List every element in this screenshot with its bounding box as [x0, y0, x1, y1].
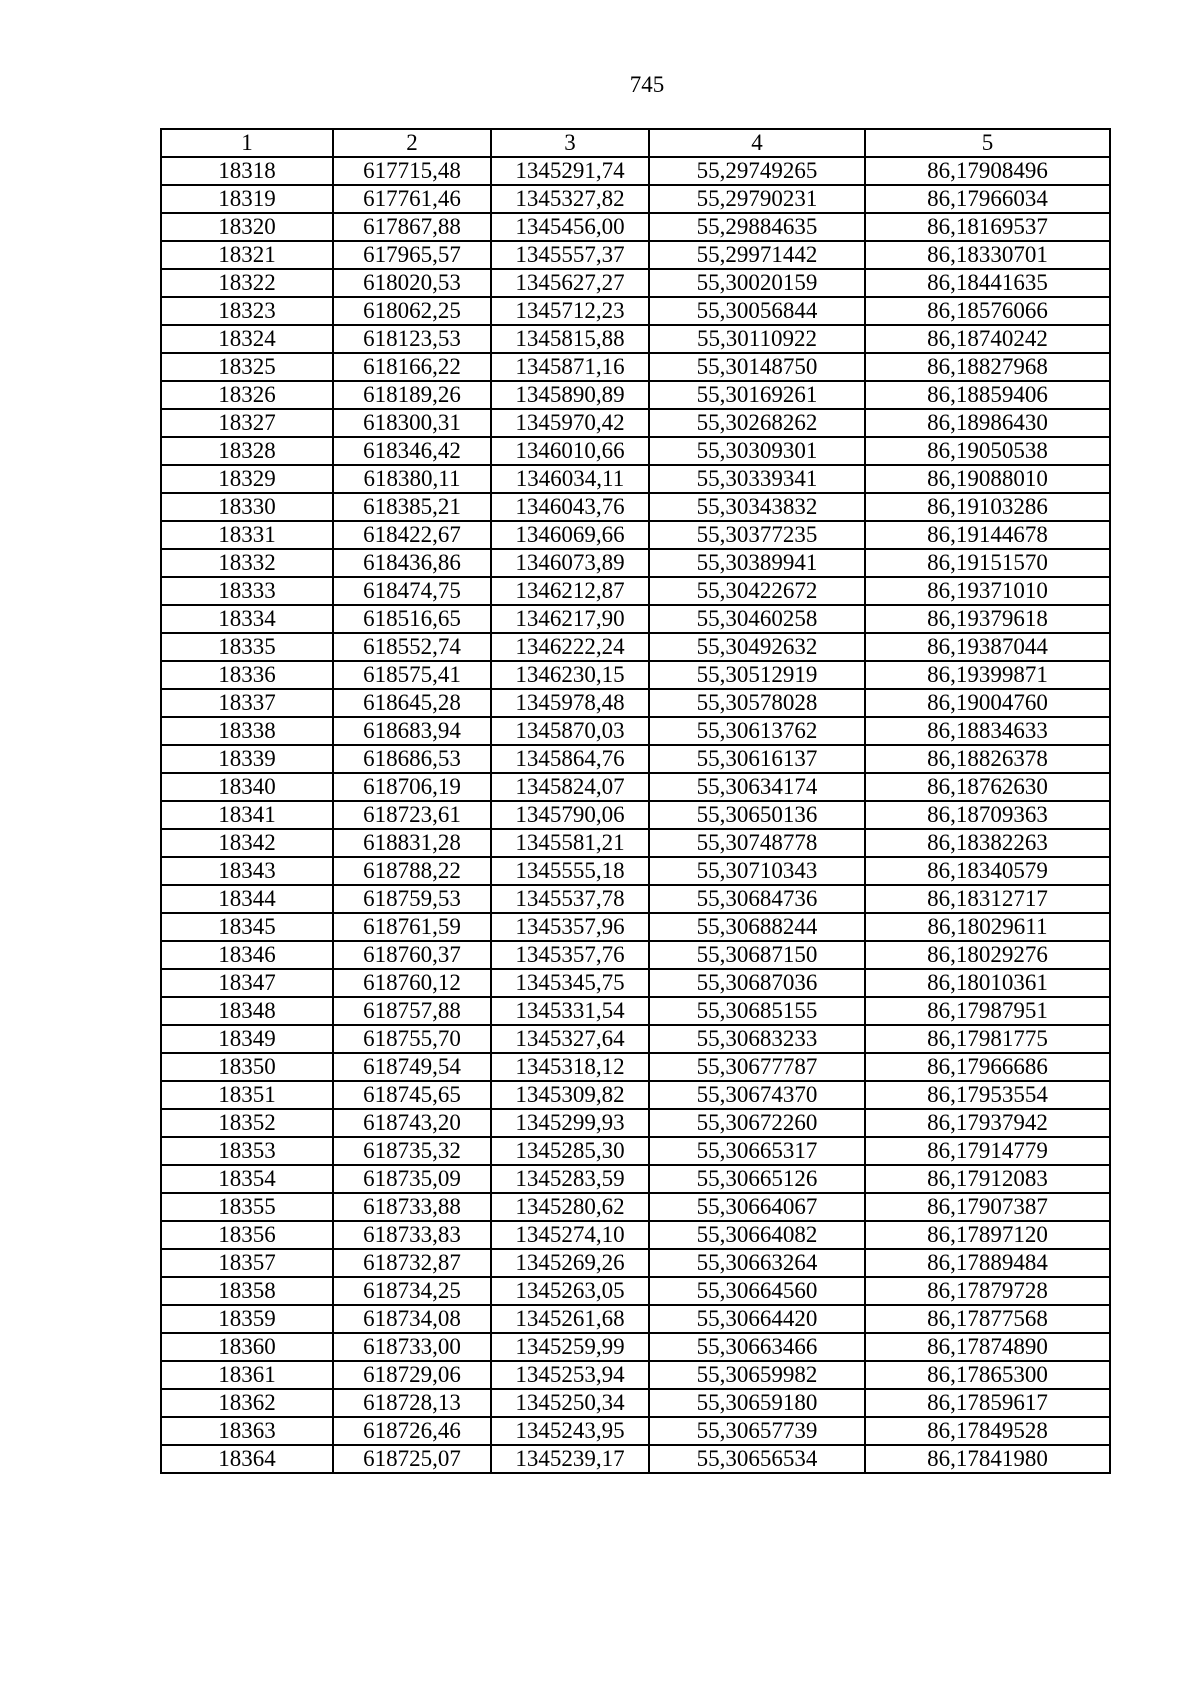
point-number-cell: 18341 [161, 801, 333, 829]
table-row [161, 745, 1110, 773]
table-row [161, 353, 1110, 381]
latitude-cell: 55,30665317 [649, 1137, 865, 1165]
column-header: 3 [491, 129, 649, 157]
latitude-cell: 55,30663466 [649, 1333, 865, 1361]
longitude-cell: 86,19387044 [865, 633, 1110, 661]
longitude-cell: 86,19144678 [865, 521, 1110, 549]
y-coordinate-cell: 1345978,48 [491, 689, 649, 717]
y-coordinate-cell: 1345253,94 [491, 1361, 649, 1389]
x-coordinate-cell: 618686,53 [333, 745, 491, 773]
longitude-cell: 86,17879728 [865, 1277, 1110, 1305]
point-number-cell: 18351 [161, 1081, 333, 1109]
y-coordinate-cell: 1345581,21 [491, 829, 649, 857]
y-coordinate-cell: 1346222,24 [491, 633, 649, 661]
x-coordinate-cell: 618552,74 [333, 633, 491, 661]
table-row [161, 773, 1110, 801]
x-coordinate-cell: 618735,09 [333, 1165, 491, 1193]
latitude-cell: 55,30664560 [649, 1277, 865, 1305]
latitude-cell: 55,30613762 [649, 717, 865, 745]
y-coordinate-cell: 1345285,30 [491, 1137, 649, 1165]
latitude-cell: 55,29790231 [649, 185, 865, 213]
point-number-cell: 18359 [161, 1305, 333, 1333]
column-header: 5 [865, 129, 1110, 157]
y-coordinate-cell: 1345557,37 [491, 241, 649, 269]
table-row [161, 1221, 1110, 1249]
point-number-cell: 18348 [161, 997, 333, 1025]
point-number-cell: 18344 [161, 885, 333, 913]
x-coordinate-cell: 618346,42 [333, 437, 491, 465]
column-header: 1 [161, 129, 333, 157]
x-coordinate-cell: 618831,28 [333, 829, 491, 857]
y-coordinate-cell: 1345250,34 [491, 1389, 649, 1417]
longitude-cell: 86,19399871 [865, 661, 1110, 689]
table-row [161, 605, 1110, 633]
longitude-cell: 86,19103286 [865, 493, 1110, 521]
point-number-cell: 18335 [161, 633, 333, 661]
point-number-cell: 18336 [161, 661, 333, 689]
latitude-cell: 55,30710343 [649, 857, 865, 885]
x-coordinate-cell: 618645,28 [333, 689, 491, 717]
y-coordinate-cell: 1345555,18 [491, 857, 649, 885]
latitude-cell: 55,30634174 [649, 773, 865, 801]
longitude-cell: 86,17877568 [865, 1305, 1110, 1333]
x-coordinate-cell: 618732,87 [333, 1249, 491, 1277]
point-number-cell: 18328 [161, 437, 333, 465]
longitude-cell: 86,18576066 [865, 297, 1110, 325]
table-row [161, 1081, 1110, 1109]
latitude-cell: 55,30659180 [649, 1389, 865, 1417]
table-row [161, 157, 1110, 185]
y-coordinate-cell: 1345970,42 [491, 409, 649, 437]
y-coordinate-cell: 1345327,82 [491, 185, 649, 213]
y-coordinate-cell: 1345263,05 [491, 1277, 649, 1305]
y-coordinate-cell: 1346073,89 [491, 549, 649, 577]
point-number-cell: 18340 [161, 773, 333, 801]
point-number-cell: 18325 [161, 353, 333, 381]
latitude-cell: 55,30664067 [649, 1193, 865, 1221]
latitude-cell: 55,30677787 [649, 1053, 865, 1081]
table-row [161, 1193, 1110, 1221]
page-number: 745 [629, 72, 665, 97]
point-number-cell: 18353 [161, 1137, 333, 1165]
y-coordinate-cell: 1345309,82 [491, 1081, 649, 1109]
longitude-cell: 86,18740242 [865, 325, 1110, 353]
y-coordinate-cell: 1345456,00 [491, 213, 649, 241]
table-body [161, 157, 1110, 1473]
longitude-cell: 86,17914779 [865, 1137, 1110, 1165]
table-row [161, 1277, 1110, 1305]
y-coordinate-cell: 1345291,74 [491, 157, 649, 185]
x-coordinate-cell: 618436,86 [333, 549, 491, 577]
latitude-cell: 55,30672260 [649, 1109, 865, 1137]
longitude-cell: 86,17987951 [865, 997, 1110, 1025]
latitude-cell: 55,30020159 [649, 269, 865, 297]
table-row [161, 297, 1110, 325]
y-coordinate-cell: 1345331,54 [491, 997, 649, 1025]
latitude-cell: 55,30616137 [649, 745, 865, 773]
y-coordinate-cell: 1345824,07 [491, 773, 649, 801]
y-coordinate-cell: 1345345,75 [491, 969, 649, 997]
table-row [161, 1389, 1110, 1417]
point-number-cell: 18346 [161, 941, 333, 969]
longitude-cell: 86,17908496 [865, 157, 1110, 185]
table-row [161, 1025, 1110, 1053]
longitude-cell: 86,17889484 [865, 1249, 1110, 1277]
coordinates-table [160, 128, 1111, 1474]
longitude-cell: 86,18330701 [865, 241, 1110, 269]
table-row [161, 269, 1110, 297]
table-row [161, 1333, 1110, 1361]
point-number-cell: 18322 [161, 269, 333, 297]
point-number-cell: 18318 [161, 157, 333, 185]
point-number-cell: 18364 [161, 1445, 333, 1473]
y-coordinate-cell: 1345280,62 [491, 1193, 649, 1221]
latitude-cell: 55,30339341 [649, 465, 865, 493]
table-row [161, 1109, 1110, 1137]
x-coordinate-cell: 618726,46 [333, 1417, 491, 1445]
x-coordinate-cell: 618788,22 [333, 857, 491, 885]
point-number-cell: 18357 [161, 1249, 333, 1277]
point-number-cell: 18358 [161, 1277, 333, 1305]
table-row [161, 437, 1110, 465]
latitude-cell: 55,30169261 [649, 381, 865, 409]
table-row [161, 857, 1110, 885]
x-coordinate-cell: 618743,20 [333, 1109, 491, 1137]
longitude-cell: 86,18827968 [865, 353, 1110, 381]
y-coordinate-cell: 1345871,16 [491, 353, 649, 381]
x-coordinate-cell: 618385,21 [333, 493, 491, 521]
y-coordinate-cell: 1346230,15 [491, 661, 649, 689]
longitude-cell: 86,18986430 [865, 409, 1110, 437]
x-coordinate-cell: 618757,88 [333, 997, 491, 1025]
y-coordinate-cell: 1345243,95 [491, 1417, 649, 1445]
latitude-cell: 55,30309301 [649, 437, 865, 465]
latitude-cell: 55,30687150 [649, 941, 865, 969]
point-number-cell: 18321 [161, 241, 333, 269]
latitude-cell: 55,30659982 [649, 1361, 865, 1389]
table-row [161, 829, 1110, 857]
longitude-cell: 86,17841980 [865, 1445, 1110, 1473]
longitude-cell: 86,19371010 [865, 577, 1110, 605]
point-number-cell: 18355 [161, 1193, 333, 1221]
x-coordinate-cell: 618516,65 [333, 605, 491, 633]
point-number-cell: 18349 [161, 1025, 333, 1053]
point-number-cell: 18337 [161, 689, 333, 717]
y-coordinate-cell: 1345627,27 [491, 269, 649, 297]
point-number-cell: 18360 [161, 1333, 333, 1361]
latitude-cell: 55,30377235 [649, 521, 865, 549]
longitude-cell: 86,19151570 [865, 549, 1110, 577]
table-row [161, 577, 1110, 605]
latitude-cell: 55,30148750 [649, 353, 865, 381]
longitude-cell: 86,18709363 [865, 801, 1110, 829]
latitude-cell: 55,30664082 [649, 1221, 865, 1249]
y-coordinate-cell: 1345890,89 [491, 381, 649, 409]
x-coordinate-cell: 618729,06 [333, 1361, 491, 1389]
table-row [161, 549, 1110, 577]
x-coordinate-cell: 618734,25 [333, 1277, 491, 1305]
point-number-cell: 18326 [161, 381, 333, 409]
y-coordinate-cell: 1346010,66 [491, 437, 649, 465]
x-coordinate-cell: 618733,83 [333, 1221, 491, 1249]
x-coordinate-cell: 618062,25 [333, 297, 491, 325]
latitude-cell: 55,30389941 [649, 549, 865, 577]
point-number-cell: 18329 [161, 465, 333, 493]
table-row [161, 493, 1110, 521]
point-number-cell: 18347 [161, 969, 333, 997]
point-number-cell: 18350 [161, 1053, 333, 1081]
longitude-cell: 86,17953554 [865, 1081, 1110, 1109]
longitude-cell: 86,19088010 [865, 465, 1110, 493]
x-coordinate-cell: 618745,65 [333, 1081, 491, 1109]
point-number-cell: 18361 [161, 1361, 333, 1389]
column-header: 4 [649, 129, 865, 157]
y-coordinate-cell: 1345299,93 [491, 1109, 649, 1137]
point-number-cell: 18330 [161, 493, 333, 521]
x-coordinate-cell: 617965,57 [333, 241, 491, 269]
longitude-cell: 86,18859406 [865, 381, 1110, 409]
point-number-cell: 18343 [161, 857, 333, 885]
latitude-cell: 55,30657739 [649, 1417, 865, 1445]
longitude-cell: 86,19004760 [865, 689, 1110, 717]
latitude-cell: 55,30578028 [649, 689, 865, 717]
x-coordinate-cell: 618123,53 [333, 325, 491, 353]
longitude-cell: 86,18312717 [865, 885, 1110, 913]
x-coordinate-cell: 618735,32 [333, 1137, 491, 1165]
latitude-cell: 55,30688244 [649, 913, 865, 941]
x-coordinate-cell: 618723,61 [333, 801, 491, 829]
y-coordinate-cell: 1345283,59 [491, 1165, 649, 1193]
latitude-cell: 55,30685155 [649, 997, 865, 1025]
y-coordinate-cell: 1345537,78 [491, 885, 649, 913]
point-number-cell: 18354 [161, 1165, 333, 1193]
latitude-cell: 55,30664420 [649, 1305, 865, 1333]
y-coordinate-cell: 1345712,23 [491, 297, 649, 325]
longitude-cell: 86,18441635 [865, 269, 1110, 297]
longitude-cell: 86,18762630 [865, 773, 1110, 801]
longitude-cell: 86,17897120 [865, 1221, 1110, 1249]
y-coordinate-cell: 1345259,99 [491, 1333, 649, 1361]
x-coordinate-cell: 617761,46 [333, 185, 491, 213]
point-number-cell: 18327 [161, 409, 333, 437]
table-row [161, 521, 1110, 549]
latitude-cell: 55,29884635 [649, 213, 865, 241]
table-row [161, 969, 1110, 997]
table-row [161, 1053, 1110, 1081]
table-row [161, 717, 1110, 745]
x-coordinate-cell: 618761,59 [333, 913, 491, 941]
x-coordinate-cell: 618760,12 [333, 969, 491, 997]
longitude-cell: 86,17849528 [865, 1417, 1110, 1445]
latitude-cell: 55,30056844 [649, 297, 865, 325]
table-row [161, 381, 1110, 409]
point-number-cell: 18342 [161, 829, 333, 857]
latitude-cell: 55,30460258 [649, 605, 865, 633]
x-coordinate-cell: 617867,88 [333, 213, 491, 241]
longitude-cell: 86,17966686 [865, 1053, 1110, 1081]
y-coordinate-cell: 1345239,17 [491, 1445, 649, 1473]
x-coordinate-cell: 618300,31 [333, 409, 491, 437]
point-number-cell: 18323 [161, 297, 333, 325]
longitude-cell: 86,17981775 [865, 1025, 1110, 1053]
longitude-cell: 86,18340579 [865, 857, 1110, 885]
y-coordinate-cell: 1345790,06 [491, 801, 649, 829]
y-coordinate-cell: 1345269,26 [491, 1249, 649, 1277]
table-row [161, 1137, 1110, 1165]
longitude-cell: 86,17966034 [865, 185, 1110, 213]
longitude-cell: 86,17859617 [865, 1389, 1110, 1417]
x-coordinate-cell: 618733,88 [333, 1193, 491, 1221]
latitude-cell: 55,30683233 [649, 1025, 865, 1053]
x-coordinate-cell: 618020,53 [333, 269, 491, 297]
x-coordinate-cell: 617715,48 [333, 157, 491, 185]
point-number-cell: 18333 [161, 577, 333, 605]
latitude-cell: 55,30748778 [649, 829, 865, 857]
point-number-cell: 18334 [161, 605, 333, 633]
table-row [161, 633, 1110, 661]
latitude-cell: 55,29749265 [649, 157, 865, 185]
table-row [161, 185, 1110, 213]
y-coordinate-cell: 1346069,66 [491, 521, 649, 549]
table-row [161, 997, 1110, 1025]
point-number-cell: 18345 [161, 913, 333, 941]
x-coordinate-cell: 618725,07 [333, 1445, 491, 1473]
y-coordinate-cell: 1345864,76 [491, 745, 649, 773]
x-coordinate-cell: 618575,41 [333, 661, 491, 689]
x-coordinate-cell: 618422,67 [333, 521, 491, 549]
latitude-cell: 55,30663264 [649, 1249, 865, 1277]
longitude-cell: 86,18029611 [865, 913, 1110, 941]
longitude-cell: 86,18029276 [865, 941, 1110, 969]
latitude-cell: 55,30687036 [649, 969, 865, 997]
y-coordinate-cell: 1346034,11 [491, 465, 649, 493]
table-row [161, 1361, 1110, 1389]
x-coordinate-cell: 618189,26 [333, 381, 491, 409]
table-row [161, 325, 1110, 353]
table-row [161, 241, 1110, 269]
y-coordinate-cell: 1345261,68 [491, 1305, 649, 1333]
y-coordinate-cell: 1346212,87 [491, 577, 649, 605]
x-coordinate-cell: 618166,22 [333, 353, 491, 381]
latitude-cell: 55,30665126 [649, 1165, 865, 1193]
column-header: 2 [333, 129, 491, 157]
point-number-cell: 18331 [161, 521, 333, 549]
point-number-cell: 18320 [161, 213, 333, 241]
table-row [161, 801, 1110, 829]
y-coordinate-cell: 1345357,96 [491, 913, 649, 941]
longitude-cell: 86,18834633 [865, 717, 1110, 745]
latitude-cell: 55,30512919 [649, 661, 865, 689]
x-coordinate-cell: 618733,00 [333, 1333, 491, 1361]
x-coordinate-cell: 618683,94 [333, 717, 491, 745]
table-row [161, 1249, 1110, 1277]
point-number-cell: 18319 [161, 185, 333, 213]
x-coordinate-cell: 618759,53 [333, 885, 491, 913]
y-coordinate-cell: 1345274,10 [491, 1221, 649, 1249]
latitude-cell: 55,30343832 [649, 493, 865, 521]
latitude-cell: 55,30110922 [649, 325, 865, 353]
point-number-cell: 18339 [161, 745, 333, 773]
table-row [161, 885, 1110, 913]
y-coordinate-cell: 1345870,03 [491, 717, 649, 745]
longitude-cell: 86,18010361 [865, 969, 1110, 997]
x-coordinate-cell: 618734,08 [333, 1305, 491, 1333]
y-coordinate-cell: 1345357,76 [491, 941, 649, 969]
latitude-cell: 55,30422672 [649, 577, 865, 605]
latitude-cell: 55,30684736 [649, 885, 865, 913]
table-row [161, 1305, 1110, 1333]
x-coordinate-cell: 618728,13 [333, 1389, 491, 1417]
table-row [161, 1417, 1110, 1445]
latitude-cell: 55,30656534 [649, 1445, 865, 1473]
longitude-cell: 86,17912083 [865, 1165, 1110, 1193]
latitude-cell: 55,30268262 [649, 409, 865, 437]
point-number-cell: 18338 [161, 717, 333, 745]
table-row [161, 409, 1110, 437]
table-row [161, 213, 1110, 241]
table-row [161, 689, 1110, 717]
y-coordinate-cell: 1345318,12 [491, 1053, 649, 1081]
longitude-cell: 86,18382263 [865, 829, 1110, 857]
longitude-cell: 86,17874890 [865, 1333, 1110, 1361]
point-number-cell: 18363 [161, 1417, 333, 1445]
table-row [161, 941, 1110, 969]
table-row [161, 1165, 1110, 1193]
table-row [161, 661, 1110, 689]
longitude-cell: 86,17937942 [865, 1109, 1110, 1137]
longitude-cell: 86,19379618 [865, 605, 1110, 633]
latitude-cell: 55,30492632 [649, 633, 865, 661]
y-coordinate-cell: 1346043,76 [491, 493, 649, 521]
longitude-cell: 86,17907387 [865, 1193, 1110, 1221]
y-coordinate-cell: 1345815,88 [491, 325, 649, 353]
longitude-cell: 86,18826378 [865, 745, 1110, 773]
point-number-cell: 18332 [161, 549, 333, 577]
latitude-cell: 55,29971442 [649, 241, 865, 269]
point-number-cell: 18356 [161, 1221, 333, 1249]
longitude-cell: 86,17865300 [865, 1361, 1110, 1389]
x-coordinate-cell: 618706,19 [333, 773, 491, 801]
x-coordinate-cell: 618755,70 [333, 1025, 491, 1053]
x-coordinate-cell: 618474,75 [333, 577, 491, 605]
table-row [161, 913, 1110, 941]
table-row [161, 465, 1110, 493]
latitude-cell: 55,30674370 [649, 1081, 865, 1109]
table-row [161, 1445, 1110, 1473]
longitude-cell: 86,19050538 [865, 437, 1110, 465]
point-number-cell: 18352 [161, 1109, 333, 1137]
x-coordinate-cell: 618760,37 [333, 941, 491, 969]
table-header-row [161, 129, 1110, 157]
point-number-cell: 18324 [161, 325, 333, 353]
x-coordinate-cell: 618380,11 [333, 465, 491, 493]
y-coordinate-cell: 1346217,90 [491, 605, 649, 633]
latitude-cell: 55,30650136 [649, 801, 865, 829]
y-coordinate-cell: 1345327,64 [491, 1025, 649, 1053]
x-coordinate-cell: 618749,54 [333, 1053, 491, 1081]
point-number-cell: 18362 [161, 1389, 333, 1417]
longitude-cell: 86,18169537 [865, 213, 1110, 241]
